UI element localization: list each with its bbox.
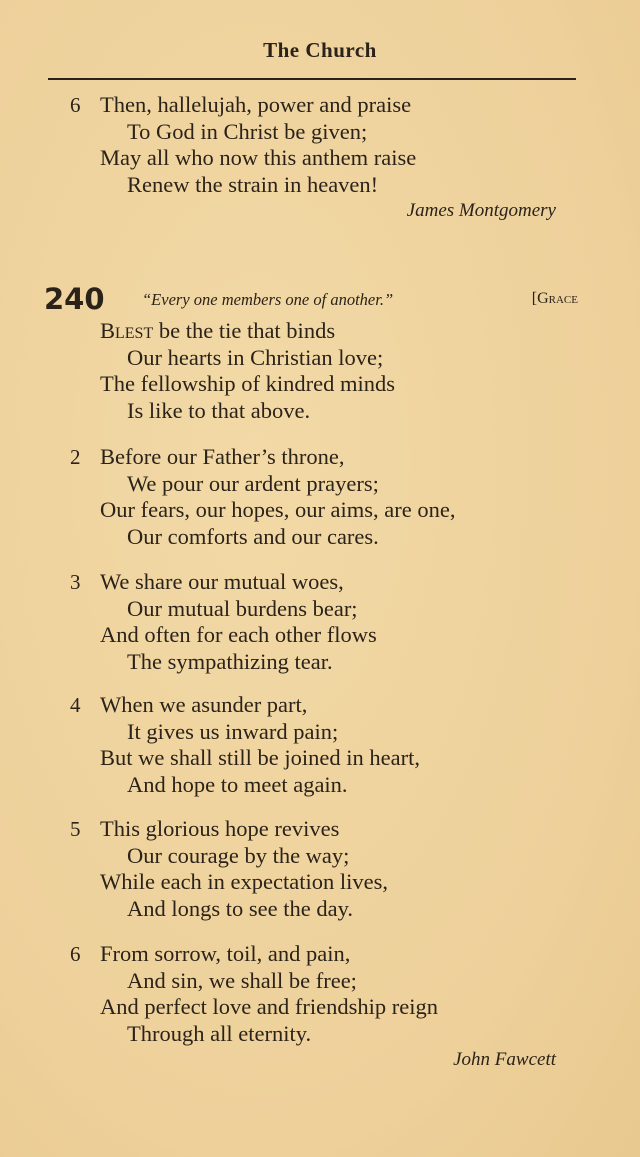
stanza-3 (70, 569, 590, 675)
stanza-line: Our comforts and our cares. (127, 523, 379, 549)
stanza-line: And hope to meet again. (127, 771, 348, 797)
stanza-line: Is like to that above. (127, 397, 311, 423)
stanza-line: Through all eternity. (127, 1020, 312, 1046)
stanza-line: May all who now this anthem raise (100, 145, 417, 170)
stanza-line: It gives us inward pain; (127, 718, 339, 744)
header-rule (48, 78, 576, 80)
stanza-line: Then, hallelujah, power and praise (100, 92, 412, 117)
stanza-6 (70, 941, 590, 1047)
stanza-line: Before our Father’s throne, (100, 444, 345, 469)
tune-name: [Grace (531, 290, 578, 307)
stanza-5 (70, 816, 590, 922)
stanza-number: 5 (70, 817, 81, 841)
stanza-line: And perfect love and friendship reign (100, 994, 439, 1019)
stanza-line: Our mutual burdens bear; (127, 595, 358, 621)
stanza-number: 2 (70, 445, 81, 469)
hymn-number: 240 (44, 282, 105, 316)
stanza-line: From sorrow, toil, and pain, (100, 941, 351, 966)
stanza-line: be the tie that binds (153, 318, 336, 343)
stanza-line: When we asunder part, (100, 692, 308, 717)
stanza-number: 4 (70, 693, 81, 717)
stanza-number: 3 (70, 570, 81, 594)
stanza-line: We pour our ardent prayers; (127, 470, 379, 496)
stanza-line: The fellowship of kindred minds (100, 371, 395, 396)
stanza-1 (70, 318, 590, 424)
stanza-line: We share our mutual woes, (100, 569, 344, 594)
stanza-line: Renew the strain in heaven! (127, 171, 379, 197)
previous-author: James Montgomery (406, 200, 556, 221)
stanza-number: 6 (70, 93, 81, 117)
stanza-line: To God in Christ be given; (127, 118, 368, 144)
stanza-line: Our fears, our hopes, our aims, are one, (100, 497, 456, 522)
stanza-line: This glorious hope revives (100, 816, 340, 841)
previous-stanza (70, 92, 590, 198)
stanza-line: And often for each other flows (100, 622, 377, 647)
stanza-4 (70, 692, 590, 798)
stanza-line: While each in expectation lives, (100, 869, 389, 894)
stanza-number: 6 (70, 942, 81, 966)
hymn-heading (44, 282, 584, 314)
hymn-motto: “Every one members one of another.” (142, 290, 394, 309)
stanza-2 (70, 444, 590, 550)
stanza-line: But we shall still be joined in heart, (100, 745, 420, 770)
stanza-line: And longs to see the day. (127, 895, 353, 921)
stanza-line: The sympathizing tear. (127, 648, 333, 674)
hymn-author: John Fawcett (453, 1049, 556, 1070)
first-word: Blest (100, 318, 154, 343)
running-head: The Church (263, 38, 377, 62)
stanza-line: Our courage by the way; (127, 842, 350, 868)
stanza-line: Our hearts in Christian love; (127, 344, 384, 370)
stanza-line: And sin, we shall be free; (127, 967, 357, 993)
